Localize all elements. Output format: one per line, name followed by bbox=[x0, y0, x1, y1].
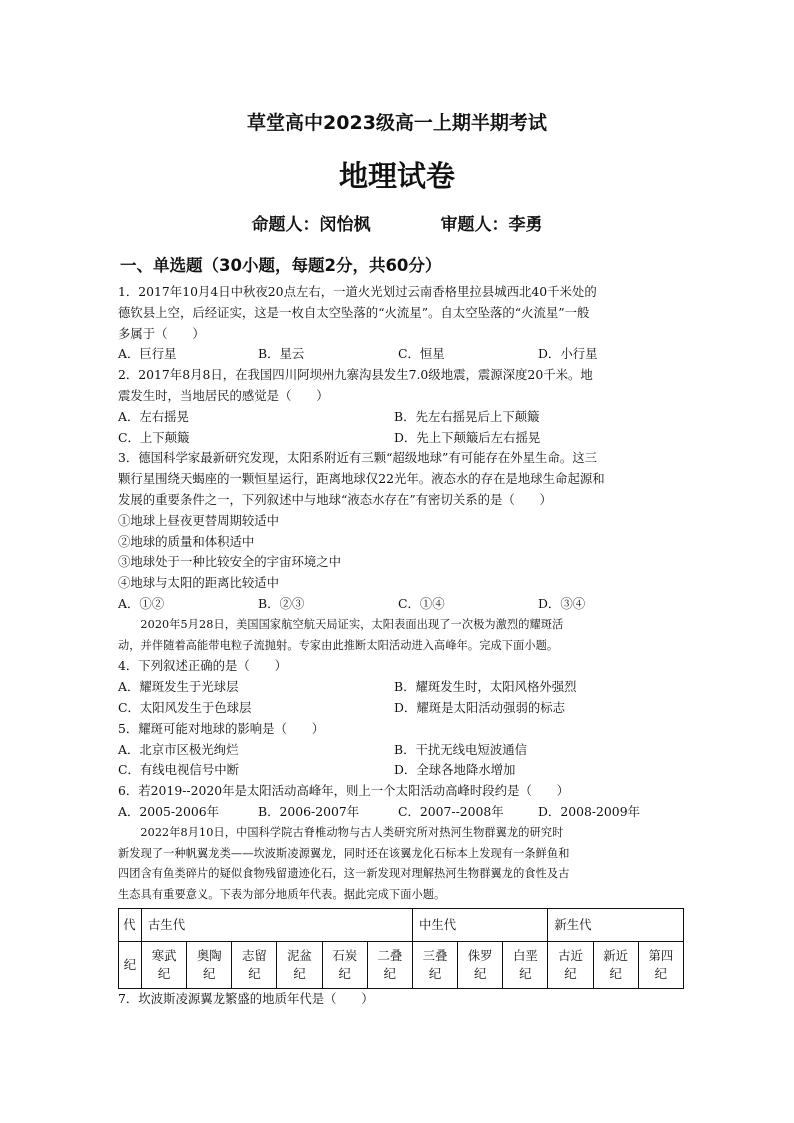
passage-line: 动，并伴随着高能带电粒子流抛射。专家由此推断太阳活动进入高峰年。完成下面小题。 bbox=[118, 638, 559, 652]
reviewer-name: 审题人：李勇 bbox=[440, 215, 543, 235]
q6-options bbox=[118, 802, 684, 823]
option-c: C．恒星 bbox=[398, 346, 445, 362]
period-row-label: 纪 bbox=[119, 941, 142, 988]
era-row bbox=[119, 908, 684, 941]
era-paleozoic: 古生代 bbox=[142, 908, 413, 941]
option-d: D．③④ bbox=[538, 595, 586, 611]
option-c: C．上下颠簸 bbox=[118, 429, 190, 445]
option-a: A．2005-2006年 bbox=[118, 803, 219, 819]
period-cell: 泥盆 纪 bbox=[277, 941, 322, 988]
option-b: B．②③ bbox=[258, 595, 305, 611]
option-a: A．北京市区极光绚烂 bbox=[118, 741, 239, 757]
passage-line: 2020年5月28日，美国国家航空航天局证实，太阳表面出现了一次极为激烈的耀斑活 bbox=[140, 617, 564, 631]
passage-line: 生态具有重要意义。下表为部分地质年代表。据此完成下面小题。 bbox=[118, 888, 446, 902]
period-cell: 侏罗 纪 bbox=[458, 941, 503, 988]
option-d: D．全球各地降水增加 bbox=[394, 762, 516, 778]
q3-item: ③地球处于一种比较安全的宇宙环境之中 bbox=[118, 554, 342, 570]
exam-title: 草堂高中2023级高一上期半期考试 bbox=[247, 112, 547, 134]
passage-line: 2022年8月10日，中国科学院古脊椎动物与古人类研究所对热河生物群翼龙的研究时 bbox=[140, 825, 564, 839]
q3-item: ②地球的质量和体积适中 bbox=[118, 533, 255, 549]
option-c: C．有线电视信号中断 bbox=[118, 762, 239, 778]
q2-options-row1 bbox=[118, 407, 684, 428]
q3-item: ①地球上昼夜更替周期较适中 bbox=[118, 512, 280, 528]
q4-stem: 4．下列叙述正确的是（ ） bbox=[118, 658, 287, 674]
option-b: B．先左右摇晃后上下颠簸 bbox=[394, 408, 540, 424]
option-c: C．①④ bbox=[398, 595, 445, 611]
q6-stem: 6．若2019--2020年是太阳活动高峰年，则上一个太阳活动高峰时段约是（ ） bbox=[118, 783, 570, 799]
option-b: B．星云 bbox=[258, 346, 305, 362]
period-cell: 志留 纪 bbox=[232, 941, 277, 988]
period-cell: 新近 纪 bbox=[593, 941, 638, 988]
option-c: C．2007--2008年 bbox=[398, 803, 504, 819]
option-d: D．2008-2009年 bbox=[538, 803, 640, 819]
subject-title: 地理试卷 bbox=[338, 159, 455, 193]
era-cenozoic: 新生代 bbox=[548, 908, 684, 941]
period-cell: 第四 纪 bbox=[638, 941, 683, 988]
q2-stem-line: 2．2017年8月8日，在我国四川阿坝州九寨沟县发生7.0级地震，震源深度20千米。地 bbox=[118, 367, 593, 383]
questions bbox=[118, 282, 684, 1010]
q1-stem-line: 1．2017年10月4日中秋夜20点左右，一道火光划过云南香格里拉县城西北40千米处的 bbox=[118, 284, 597, 299]
option-b: B．干扰无线电短波通信 bbox=[394, 741, 528, 757]
option-a: A．左右摇晃 bbox=[118, 408, 189, 424]
q1-stem-line: 德钦县上空，后经证实，这是一枚自太空坠落的“火流星”。自太空坠落的“火流星”一般 bbox=[118, 304, 590, 320]
period-cell: 三叠 纪 bbox=[412, 941, 457, 988]
era-row-label: 代 bbox=[119, 908, 142, 941]
authors-line bbox=[0, 210, 794, 235]
option-b: B．2006-2007年 bbox=[258, 803, 360, 819]
q7-stem: 7．坎波斯凌源翼龙繁盛的地质年代是（ ） bbox=[118, 990, 374, 1006]
q3-stem-line: 颗行星围绕天蝎座的一颗恒星运行，距离地球仅22光年。液态水的存在是地球生命起源和 bbox=[118, 471, 605, 487]
geologic-time-table bbox=[118, 908, 684, 989]
period-cell: 二叠 纪 bbox=[367, 941, 412, 988]
setter-name: 命题人：闵怡枫 bbox=[251, 215, 371, 235]
option-b: B．耀斑发生时，太阳风格外强烈 bbox=[394, 679, 577, 695]
option-c: C．太阳风发生于色球层 bbox=[118, 699, 252, 715]
q5-stem: 5．耀斑可能对地球的影响是（ ） bbox=[118, 720, 325, 736]
option-d: D．小行星 bbox=[538, 346, 598, 362]
q3-item: ④地球与太阳的距离比较适中 bbox=[118, 575, 280, 591]
q3-stem-line: 3．德国科学家最新研究发现，太阳系附近有三颗“超级地球”有可能存在外星生命。这三 bbox=[118, 450, 598, 466]
period-cell: 古近 纪 bbox=[548, 941, 593, 988]
option-d: D．耀斑是太阳活动强弱的标志 bbox=[394, 699, 566, 715]
period-cell: 石炭 纪 bbox=[322, 941, 367, 988]
q1-options bbox=[118, 344, 684, 365]
option-a: A．①② bbox=[118, 595, 165, 611]
passage-line: 四团含有鱼类碎片的疑似食物残留遗迹化石，这一新发现对理解热河生物群翼龙的食性及古 bbox=[118, 867, 570, 881]
period-cell: 白垩 纪 bbox=[503, 941, 548, 988]
period-row bbox=[119, 941, 684, 988]
option-d: D．先上下颠簸后左右摇晃 bbox=[394, 429, 541, 445]
q3-stem-line: 发展的重要条件之一，下列叙述中与地球“液态水存在”有密切关系的是（ ） bbox=[118, 491, 552, 507]
option-a: A．耀斑发生于光球层 bbox=[118, 679, 239, 695]
q4-options-row2 bbox=[118, 698, 684, 719]
period-cell: 寒武 纪 bbox=[142, 941, 187, 988]
q1-stem-line: 多属于（ ） bbox=[118, 325, 205, 341]
period-cell: 奥陶 纪 bbox=[187, 941, 232, 988]
option-a: A．巨行星 bbox=[118, 346, 177, 362]
section-heading: 一、单选题（30小题，每题2分，共60分） bbox=[120, 256, 442, 275]
q4-options-row1 bbox=[118, 677, 684, 698]
q2-stem-line: 震发生时，当地居民的感觉是（ ） bbox=[118, 387, 329, 403]
era-mesozoic: 中生代 bbox=[412, 908, 547, 941]
q5-options-row2 bbox=[118, 760, 684, 781]
q3-options bbox=[118, 594, 684, 615]
passage-line: 新发现了一种帆翼龙类——坎波斯凌源翼龙，同时还在该翼龙化石标本上发现有一条鲜鱼和 bbox=[118, 846, 570, 860]
q2-options-row2 bbox=[118, 428, 684, 449]
q5-options-row1 bbox=[118, 740, 684, 761]
